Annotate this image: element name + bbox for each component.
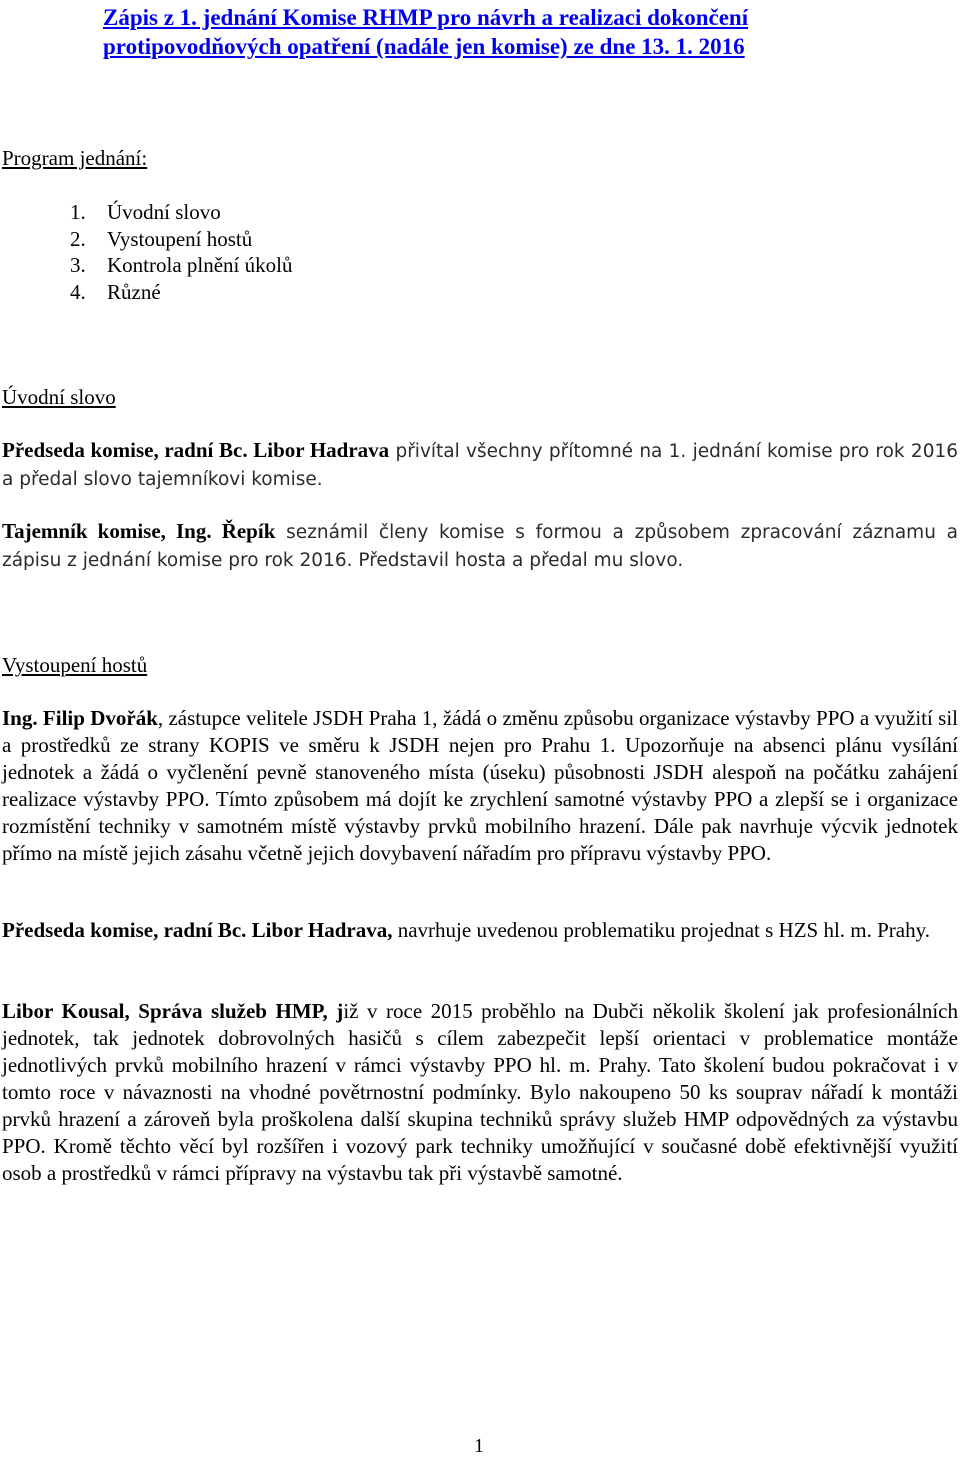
paragraph-chairman-response <box>2 917 958 944</box>
agenda-item-number: 4. <box>70 279 86 304</box>
agenda-item <box>40 279 292 306</box>
agenda-list <box>40 199 292 305</box>
agenda-item <box>40 226 292 253</box>
paragraph-text: iž v roce 2015 proběhlo na Dubči několik školení jak profesionálních jednotek, tak jednotek dobrovolných hasičů s cílem zabezpečit lepší orientaci v problematice montáže jednotlivých prvků mobilního hrazení v rámci výstavby PPO hl. m. Prahy. Tato školení budou pokračovat i v tomto roce v návaznosti na vhodné povětrnostní podmínky. Bylo nakoupeno 50 ks souprav nářadí k montáži prvků hrazení a zároveň byla proškolena další skupina techniků správy služeb HMP odpovědných za výstavbu PPO. Kromě těchto věcí byl rozšířen i vozový park techniky umožňující v současné době efektivnější využití osob a prostředků v rámci přípravy na výstavbu tak při výstavbě samotné. <box>2 999 959 1185</box>
paragraph-text: seznámil členy komise s formou a způsobem zpracování záznamu a zápisu z jednání komise pro rok 2016. Představil hosta a předal mu slovo. <box>2 522 958 571</box>
section-heading-vystoupeni-hostu: Vystoupení hostů <box>2 653 148 677</box>
speaker-name: Předseda komise, radní Bc. Libor Hadrava <box>2 438 390 462</box>
speaker-name: Předseda komise, radní Bc. Libor Hadrava, <box>2 918 393 942</box>
paragraph-text: přivítal všechny přítomné na 1. jednání komise pro rok 2016 a předal slovo tajemníkovi komise. <box>2 441 958 490</box>
speaker-name: Tajemník komise, Ing. Řepík <box>2 519 276 543</box>
agenda-item-number: 2. <box>70 226 86 251</box>
agenda-item-text: Úvodní slovo <box>107 200 221 224</box>
paragraph-guest-dvorak <box>2 705 958 867</box>
paragraph-text: , zástupce velitele JSDH Praha 1, žádá o změnu způsobu organizace výstavby PPO a využití sil a prostředků ze strany KOPIS ve směru k JSDH nejen pro Prahu 1. Upozorňuje na absenci plánu vysílání jednotek a žádá o vyčlenění pevně stanoveného místa (úseku) působnosti JSDH alespoň na počátku zahájení realizace výstavby PPO. Tímto způsobem má dojít ke zrychlení samotné výstavby PPO a zlepší se i organizace rozmístění techniky v samotném místě výstavby prvků mobilního hrazení. Dále pak navrhuje výcvik jednotek přímo na místě jejich zásahu včetně jejich dovybavení nářadím pro přípravu výstavby PPO. <box>2 706 958 865</box>
paragraph-chairman-welcome <box>2 437 958 493</box>
agenda-item-text: Kontrola plnění úkolů <box>107 253 293 277</box>
agenda-item-number: 3. <box>70 253 86 277</box>
paragraph-text: navrhuje uvedenou problematiku projednat s HZS hl. m. Prahy. <box>392 918 930 942</box>
speaker-name: Ing. Filip Dvořák <box>2 706 158 730</box>
agenda-item-text: Vystoupení hostů <box>107 226 253 251</box>
document-title: Zápis z 1. jednání Komise RHMP pro návrh a realizaci dokončení protipovodňových opatření (nadále jen komise) ze dne 13. 1. 2016 <box>103 5 749 59</box>
agenda-item-number: 1. <box>70 200 86 224</box>
speaker-name: Libor Kousal, Správa služeb HMP, j <box>2 999 344 1023</box>
agenda-item <box>40 199 292 226</box>
program-label: Program jednání: <box>2 146 148 170</box>
section-heading-uvodni-slovo: Úvodní slovo <box>2 385 116 409</box>
page-number: 1 <box>474 1435 484 1457</box>
agenda-item-text: Různé <box>107 279 161 304</box>
paragraph-kousal <box>2 998 958 1187</box>
paragraph-secretary <box>2 518 958 574</box>
agenda-item <box>40 252 292 279</box>
